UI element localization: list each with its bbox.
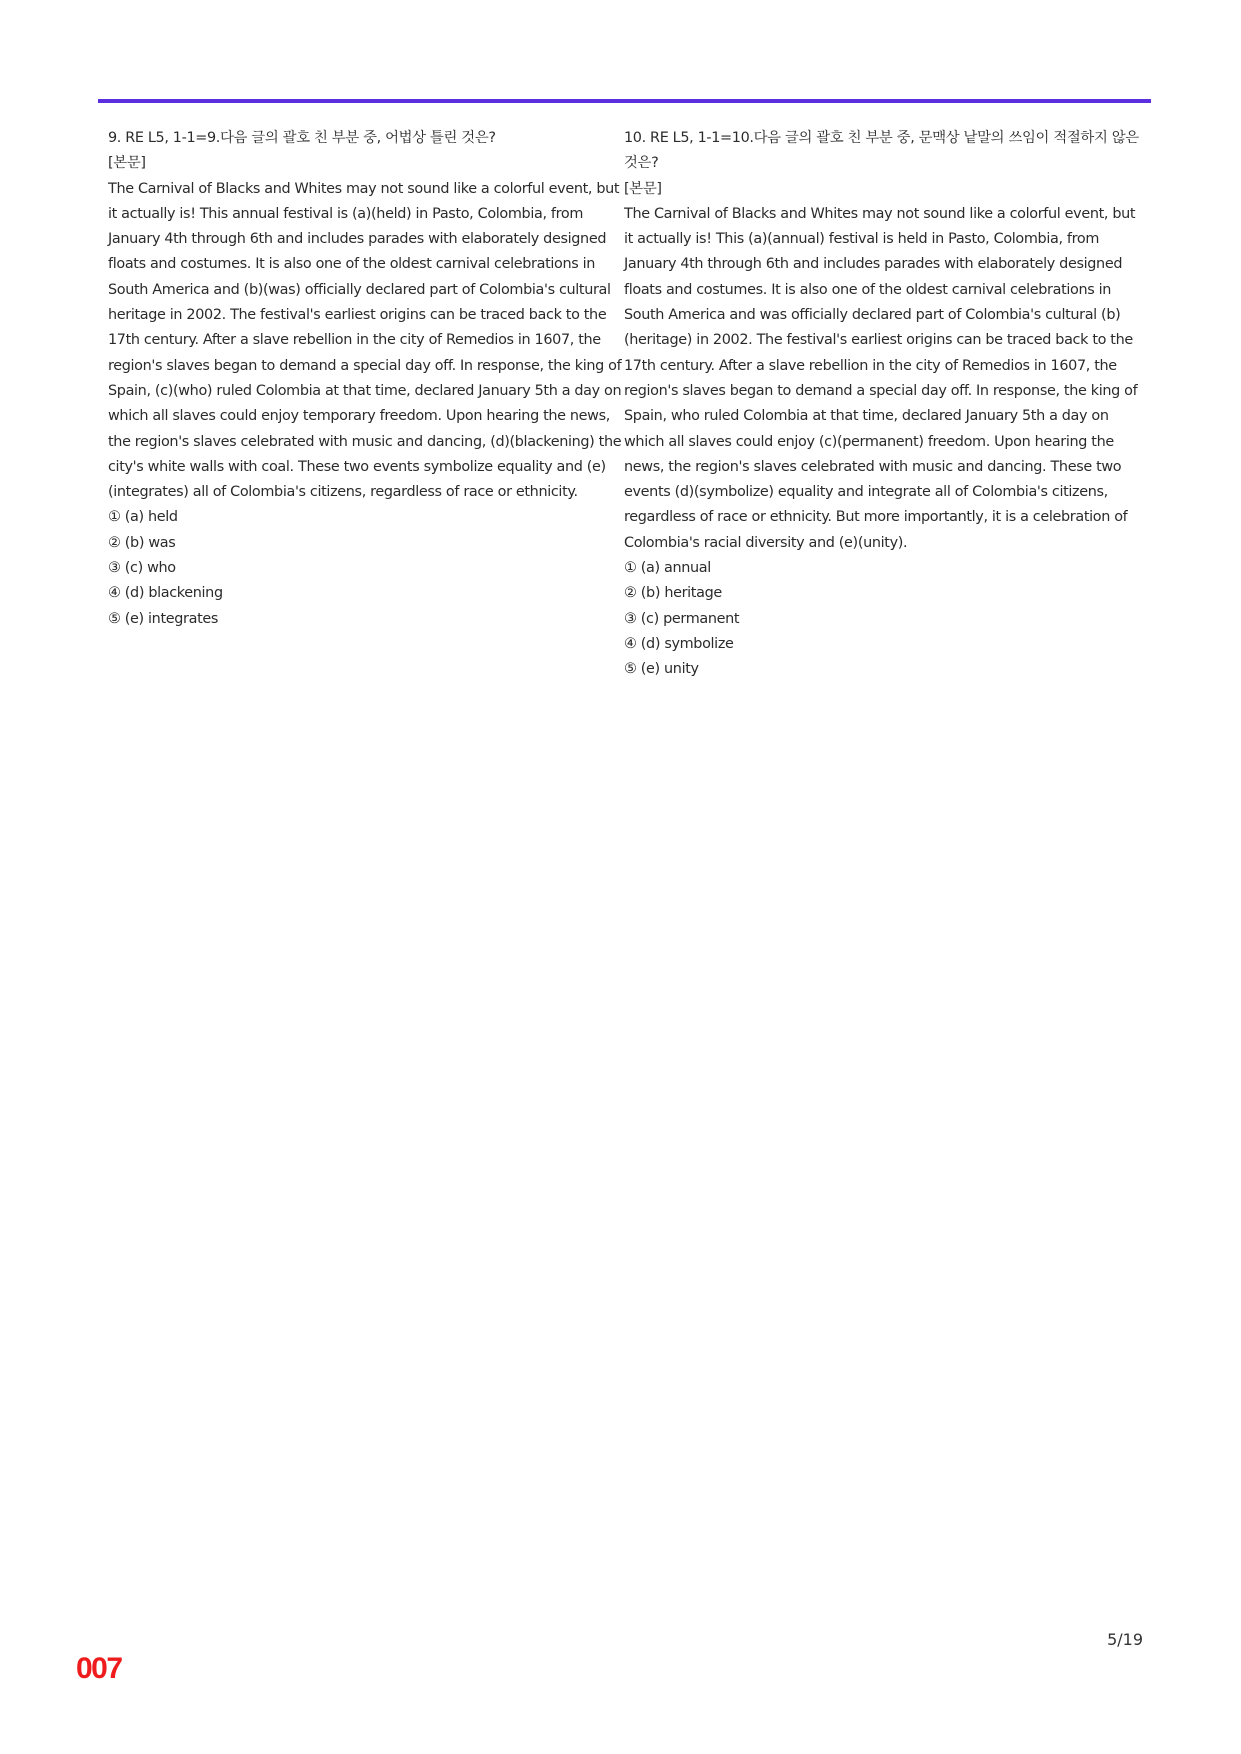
answer-options <box>624 556 1144 682</box>
answer-option[interactable]: ② (b) heritage <box>624 585 722 602</box>
question-header: 10. RE L5, 1-1=10.다음 글의 괄호 친 부분 중, 문맥상 낱말의 쓰임이 적절하지 않은 것은? <box>624 130 1139 172</box>
answer-option[interactable]: ⑤ (e) unity <box>624 661 699 678</box>
question-10 <box>624 126 1144 683</box>
page-number: 5/19 <box>1107 1630 1143 1649</box>
answer-option[interactable]: ① (a) held <box>108 509 178 526</box>
question-9 <box>108 126 622 632</box>
answer-option[interactable]: ① (a) annual <box>624 560 711 577</box>
passage-text: The Carnival of Blacks and Whites may not sound like a colorful event, but it actually is! This (a)(annual) festival is held in Pasto, Colombia, from January 4th through 6th and includes parades with elaborately designed floats and costumes. It is also one of the oldest carnival celebrations in South America and was officially declared part of Colombia's cultural (b)(heritage) in 2002. The festival's earliest origins can be traced back to the 17th century. After a slave rebellion in the city of Remedios in 1607, the region's slaves began to demand a special day off. In response, the king of Spain, who ruled Colombia at that time, declared January 5th a day on which all slaves could enjoy (c)(permanent) freedom. Upon hearing the news, the region's slaves celebrated with music and dancing. These two events (d)(symbolize) equality and integrate all of Colombia's citizens, regardless of race or ethnicity. But more importantly, it is a celebration of Colombia's racial diversity and (e)(unity). <box>624 205 1138 551</box>
question-header: 9. RE L5, 1-1=9.다음 글의 괄호 친 부분 중, 어법상 틀린 것은? <box>108 130 496 146</box>
answer-option[interactable]: ⑤ (e) integrates <box>108 610 219 627</box>
answer-option[interactable]: ④ (d) symbolize <box>624 635 734 652</box>
answer-options <box>108 505 622 631</box>
answer-option[interactable]: ③ (c) who <box>108 560 176 577</box>
answer-option[interactable]: ④ (d) blackening <box>108 585 223 602</box>
answer-option[interactable]: ③ (c) permanent <box>624 610 740 627</box>
header-divider <box>98 99 1151 103</box>
answer-option[interactable]: ② (b) was <box>108 534 176 551</box>
passage-text: The Carnival of Blacks and Whites may not sound like a colorful event, but it actually is! This annual festival is (a)(held) in Pasto, Colombia, from January 4th through 6th and includes parades with elaborately designed floats and costumes. It is also one of the oldest carnival celebrations in South America and (b)(was) officially declared part of Colombia's cultural heritage in 2002. The festival's earliest origins can be traced back to the 17th century. After a slave rebellion in the city of Remedios in 1607, the region's slaves began to demand a special day off. In response, the king of Spain, (c)(who) ruled Colombia at that time, declared January 5th a day on which all slaves could enjoy temporary freedom. Upon hearing the news, the region's slaves celebrated with music and dancing, (d)(blackening) the city's white walls with coal. These two events symbolize equality and (e)(integrates) all of Colombia's citizens, regardless of race or ethnicity. <box>108 180 622 501</box>
section-label: [본문] <box>624 180 662 197</box>
section-label: [본문] <box>108 155 146 172</box>
brand-logo: 007 <box>76 1652 122 1685</box>
